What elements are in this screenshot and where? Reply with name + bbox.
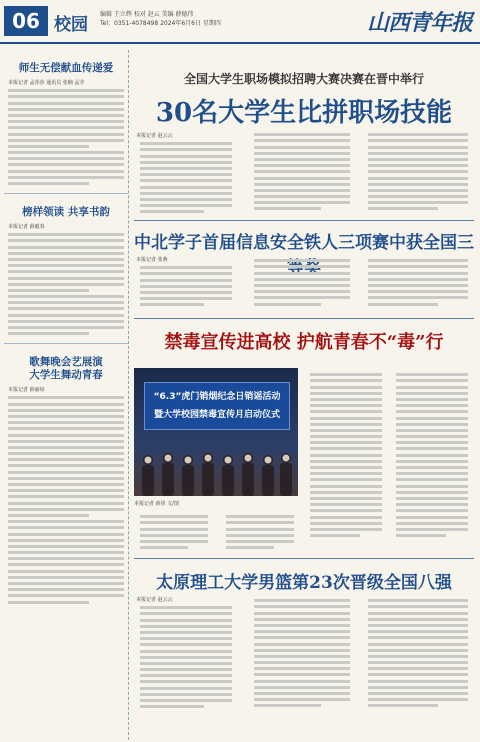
article-column [136,512,212,552]
article-headline: 中北学子首届信息安全铁人三项赛中获全国三 [134,233,474,253]
left-article-headline: 师生无偿献血传递爱 [18,62,114,74]
left-article-byline: 本报记者 孟莎莎 通讯员 张楠 孟莹 [8,80,85,86]
article-body-text [8,396,124,603]
newspaper-logo: 山西青年报 [366,10,472,36]
article-body-text [368,259,468,305]
article-body-text [254,133,350,210]
divider [4,343,128,344]
masthead-info [100,10,360,28]
article-body-text [226,515,294,549]
divider [4,193,128,194]
article-column [364,596,472,711]
masthead [0,0,480,44]
page-number: 06 [4,6,48,36]
masthead-rule [0,42,480,44]
article-body-text [140,266,232,306]
article-body-text [254,259,350,305]
divider [134,558,474,559]
article-title: 30名大学生比拼职场技能 [155,98,453,128]
article-column [250,130,354,214]
article-column [250,596,354,711]
article-column [306,370,386,540]
article-kicker: 全国大学生职场模拟招聘大赛决赛在晋中举行 [183,72,424,86]
divider [134,220,474,221]
article-column [392,370,472,540]
article-column [364,130,472,214]
article-column [136,256,236,310]
masthead-info-line1: 编辑 王立辉 校对 赵云 美编 薛德伟 [100,11,194,18]
left-article-headline: 榜样领读 共享书韵 [22,206,110,218]
section-name: 校园 [54,15,88,35]
article-column [222,512,298,552]
left-column [4,50,129,740]
article-headline: 禁毒宣传进高校 护航青春不“毒”行 [164,332,444,353]
event-banner [144,382,290,430]
article-body-text [140,606,232,708]
masthead-info-line2: Tel：0351-4078498 2024年6月6日 星期四 [100,20,221,27]
article-column [364,256,472,309]
photo-caption: 本报记者 薛彤 文/图 [134,501,179,507]
crowd-figures [134,446,298,496]
banner-line: 暨大学校园禁毒宣传月启动仪式 [153,410,280,420]
left-article [4,62,128,185]
article-byline: 本报记者 赵云云 [136,133,173,139]
article-body-text [396,373,468,537]
article-headline: 太原理工大学男篮第23次晋级全国八强 [156,573,452,593]
article-body-text [254,599,350,707]
article-byline: 本报记者 赵云云 [136,597,173,603]
article-body-text [140,515,208,549]
article-body-text [310,373,382,537]
article-body-text [368,599,468,707]
article-body-text [140,142,232,213]
banner-line: “6.3”虎门销烟纪念日销谣活动 [153,392,281,402]
divider [134,318,474,319]
left-article-byline: 本报记者 薛丽琼 [8,387,45,394]
article-body-text [8,89,124,185]
article-column [136,596,236,711]
article-column [136,132,236,216]
article-body-text [8,233,124,335]
news-photo [134,368,298,496]
left-article [4,206,128,335]
article-column [250,256,354,309]
left-article [4,356,128,603]
article-byline: 本报记者 张燕 [136,257,168,263]
article-body-text [368,133,468,210]
left-article-headline: 歌舞晚会艺展演 大学生舞动青春 [29,356,103,382]
left-article-byline: 本报记者 薛毅春 [8,224,45,230]
